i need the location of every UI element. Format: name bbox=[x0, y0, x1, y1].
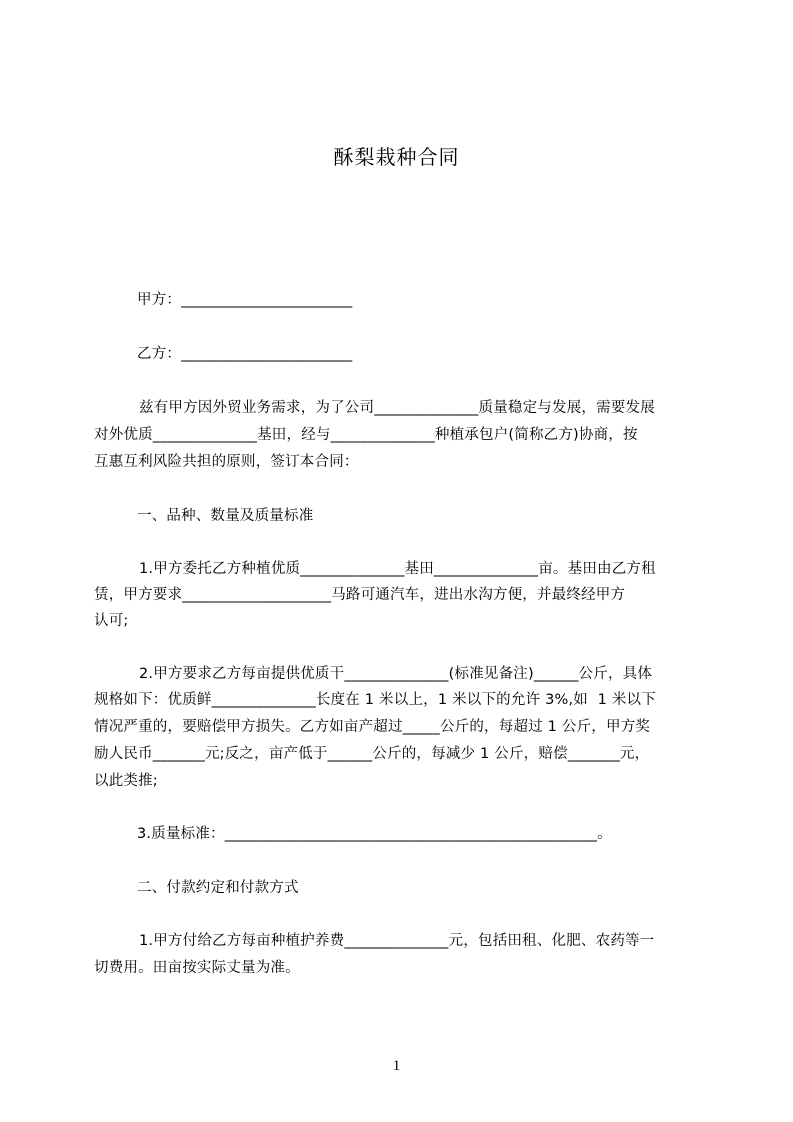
clause-1-1-line-2: 赁，甲方要求____________________马路可通汽车，进出水沟方便，并最终经甲方 bbox=[94, 587, 626, 603]
clause-1-2-line-5: 以此类推; bbox=[94, 773, 158, 789]
preamble-line-3: 互惠互利风险共担的原则，签订本合同： bbox=[94, 454, 359, 470]
clause-2-1-line-2: 切费用。田亩按实际丈量为准。 bbox=[94, 960, 300, 976]
clause-1-2-line-4: 励人民币_______元;反之，亩产低于______公斤的，每减少 1 公斤，赔偿_______元， bbox=[94, 746, 650, 762]
preamble-line-2: 对外优质______________基田，经与______________种植承包户(简称乙方)协商，按 bbox=[94, 427, 638, 443]
party-a-line: 甲方：_______________________ bbox=[137, 292, 353, 308]
section-heading-1: 一、品种、数量及质量标准 bbox=[137, 508, 314, 524]
party-b-line: 乙方：_______________________ bbox=[137, 346, 353, 362]
preamble-line-1: 兹有甲方因外贸业务需求，为了公司______________质量稳定与发展，需要发展 bbox=[139, 400, 655, 416]
document-title: 酥梨栽种合同 bbox=[333, 145, 460, 169]
section-heading-2: 二、付款约定和付款方式 bbox=[137, 880, 299, 896]
clause-2-1-line-1: 1.甲方付给乙方每亩种植护养费______________元，包括田租、化肥、农药等一 bbox=[139, 933, 655, 949]
clause-1-2-line-1: 2.甲方要求乙方每亩提供优质干______________(标准见备注)______公斤，具体 bbox=[139, 666, 653, 682]
clause-1-2-line-2: 规格如下：优质鲜______________长度在 1 米以上，1 米以下的允许 3%,如 1 米以下 bbox=[94, 692, 656, 708]
page-number: 1 bbox=[392, 1058, 401, 1074]
clause-1-1-line-1: 1.甲方委托乙方种植优质______________基田______________亩。基田由乙方租 bbox=[139, 561, 656, 577]
clause-1-3-line-1: 3.质量标准：__________________________________________________。 bbox=[137, 826, 612, 842]
clause-1-1-line-3: 认可; bbox=[94, 613, 129, 629]
clause-1-2-line-3: 情况严重的，要赔偿甲方损失。乙方如亩产超过_____公斤的，每超过 1 公斤，甲方奖 bbox=[94, 719, 651, 735]
